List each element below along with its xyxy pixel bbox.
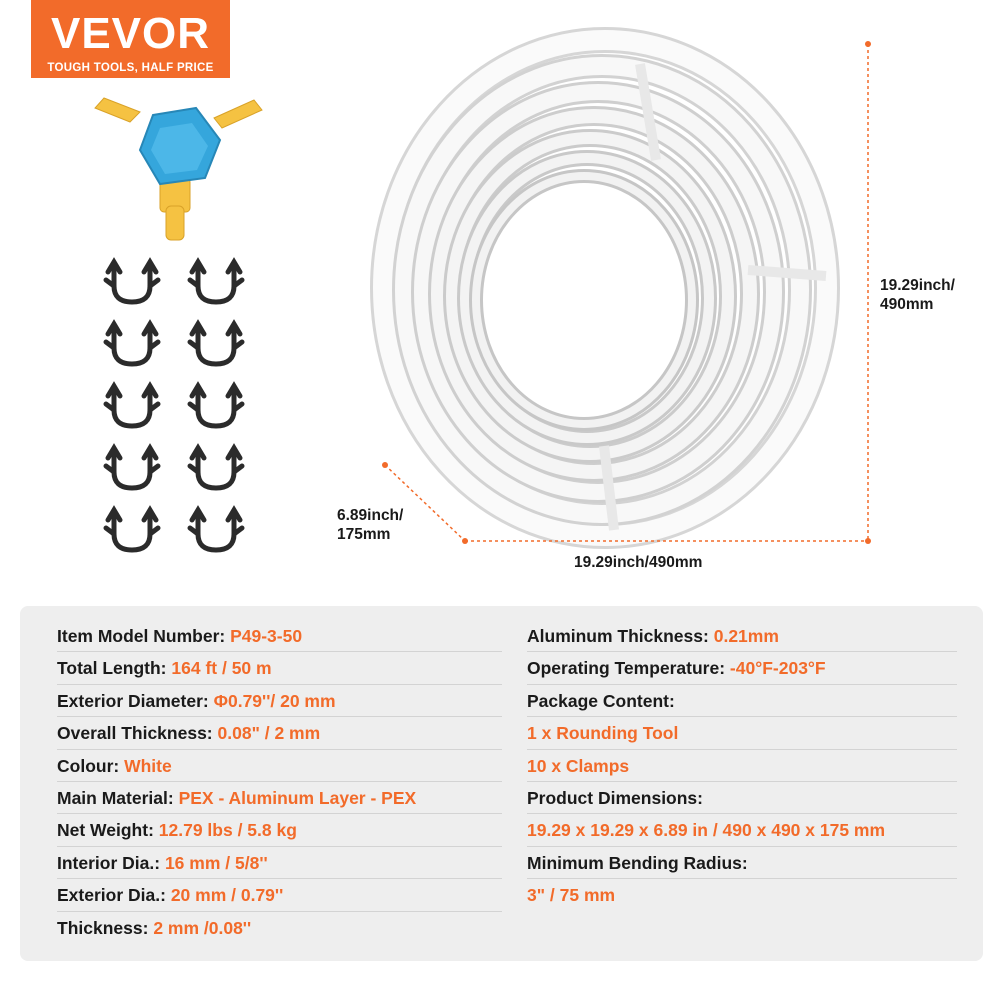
- width-dimension-label: 19.29inch/490mm: [574, 554, 703, 571]
- logo-wordmark: VEVOR: [50, 9, 211, 58]
- spec-row-interior-dia: Interior Dia.: 16 mm / 5/8'': [57, 847, 502, 879]
- height-dimension-line1: 19.29inch/: [880, 277, 955, 294]
- clamp-icon: [106, 324, 158, 364]
- clamp-icon: [190, 510, 242, 550]
- clamp-icon: [190, 262, 242, 302]
- spec-column-right: [527, 620, 957, 912]
- clamp-icon: [106, 386, 158, 426]
- spec-table: [20, 606, 983, 961]
- depth-dimension-line1: 6.89inch/: [337, 507, 404, 524]
- spec-column-left: [57, 620, 502, 944]
- spec-row-operating-temperature: Operating Temperature: -40°F-203°F: [527, 652, 957, 684]
- height-dimension-line2: 490mm: [880, 296, 934, 313]
- spec-row-colour: Colour: White: [57, 750, 502, 782]
- spec-row-model: Item Model Number: P49-3-50: [57, 620, 502, 652]
- spec-row-package-clamps: 10 x Clamps: [527, 750, 957, 782]
- clamp-icon: [106, 262, 158, 302]
- spec-row-thickness: Thickness: 2 mm /0.08'': [57, 917, 252, 938]
- spec-row-weight: Net Weight: 12.79 lbs / 5.8 kg: [57, 814, 502, 846]
- clamps-group: [106, 262, 242, 550]
- clamp-icon: [106, 510, 158, 550]
- clamp-icon: [190, 386, 242, 426]
- spec-row-overall-thickness: Overall Thickness: 0.08" / 2 mm: [57, 717, 502, 749]
- spec-row-bending-radius: Minimum Bending Radius:: [527, 847, 957, 879]
- spec-row-material: Main Material: PEX - Aluminum Layer - PEX: [57, 782, 502, 814]
- spec-row-package-tool: 1 x Rounding Tool: [527, 717, 957, 749]
- depth-dimension-line2: 175mm: [337, 526, 391, 543]
- spec-row-bending-radius-value: 3" / 75 mm: [527, 885, 616, 906]
- spec-row-aluminum-thickness: Aluminum Thickness: 0.21mm: [527, 620, 957, 652]
- spec-row-dimensions-value: 19.29 x 19.29 x 6.89 in / 490 x 490 x 175 mm: [527, 814, 957, 846]
- spec-row-product-dimensions: Product Dimensions:: [527, 782, 957, 814]
- clamp-icon: [190, 448, 242, 488]
- clamp-icon: [190, 324, 242, 364]
- spec-row-exterior-dia: Exterior Dia.: 20 mm / 0.79'': [57, 879, 502, 911]
- pipe-coil-icon: [383, 40, 827, 536]
- spec-row-package-content: Package Content:: [527, 685, 957, 717]
- height-dimension-label: [880, 276, 990, 314]
- spec-row-length: Total Length: 164 ft / 50 m: [57, 652, 502, 684]
- logo-tagline: TOUGH TOOLS, HALF PRICE: [47, 62, 214, 74]
- clamp-icon: [106, 448, 158, 488]
- rounding-tool-icon: [95, 98, 262, 240]
- spec-row-exterior-diameter: Exterior Diameter: Φ0.79''/ 20 mm: [57, 685, 502, 717]
- depth-dimension-label: [337, 506, 447, 544]
